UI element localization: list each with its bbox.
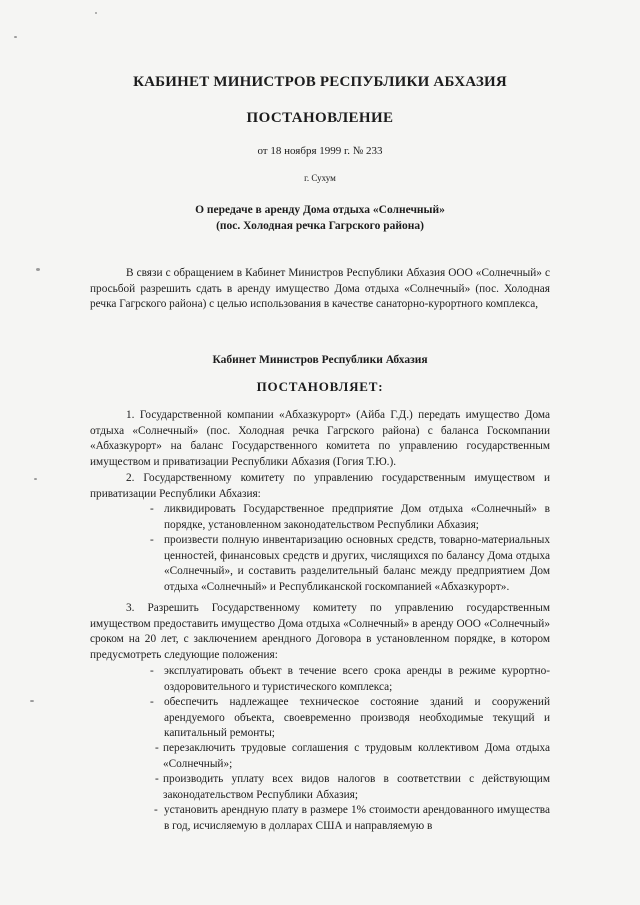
clause-2-bullet xyxy=(150,533,550,595)
bullet-text: произвести полную инвентаризацию основных средств, товарно-материальных ценностей, финансовых средств и других, числящихся по балансу Дома отдыха «Солнечный», и составить разделительный баланс между предприятием Дом отдыха «Солнечный» и Республиканской госкомпанией «Абхазкурорт». xyxy=(164,534,550,593)
scan-speck xyxy=(95,12,97,14)
bullet-text: эксплуатировать объект в течение всего срока аренды в режиме курортно-оздоровительного и туристического комплекса; xyxy=(164,665,550,693)
scan-speck xyxy=(14,36,17,38)
subject-line: (пос. Холодная речка Гагрского района) xyxy=(216,220,424,232)
clause-1: 1. Государственной компании «Абхазкурорт» (Айба Г.Д.) передать имущество Дома отдыха «Солнечный» (пос. Холодная речка Гагрского района) с баланса Госкомпании «Абхазкурорт» на баланс Государственного комитета по управлению государственным имуществом и приватизации Республики Абхазия (Гогия Т.Ю.). xyxy=(90,409,550,468)
clause-2: 2. Государственному комитету по управлению государственным имуществом и приватизации Республики Абхазия: xyxy=(90,472,550,500)
intro-paragraph: В связи с обращением в Кабинет Министров Республики Абхазия ООО «Солнечный» с просьбой разрешить сдать в аренду имущество Дома отдыха «Солнечный» (пос. Холодная речка Гагрского района) с целью использования в качестве санаторно-курортного комплекса, xyxy=(90,267,550,311)
document-city: г. Сухум xyxy=(304,173,336,183)
bullet-text: обеспечить надлежащее техническое состояние зданий и сооружений арендуемого объекта, своевременно производя необходимые текущий и капитальный ремонты; xyxy=(164,696,550,740)
bullet-dash: - xyxy=(154,804,158,816)
subject-line: О передаче в аренду Дома отдыха «Солнечный» xyxy=(195,204,445,216)
bullet-dash: - xyxy=(155,742,159,754)
scan-speck xyxy=(34,478,37,480)
scan-speck xyxy=(36,268,40,271)
clause-3-bullet xyxy=(150,695,550,742)
clause-2-bullet xyxy=(150,502,550,533)
document-type: ПОСТАНОВЛЕНИЕ xyxy=(246,110,394,126)
clause-3-bullet xyxy=(154,803,550,834)
bullet-dash: - xyxy=(150,665,154,677)
cabinet-heading: Кабинет Министров Республики Абхазия xyxy=(212,354,428,366)
organization-title: КАБИНЕТ МИНИСТРОВ РЕСПУБЛИКИ АБХАЗИЯ xyxy=(133,74,507,90)
clause-3-bullet xyxy=(150,664,550,695)
scan-speck xyxy=(30,700,34,702)
bullet-dash: - xyxy=(150,696,154,708)
bullet-dash: - xyxy=(155,773,159,785)
bullet-dash: - xyxy=(150,534,154,546)
bullet-text: ликвидировать Государственное предприятие Дом отдыха «Солнечный» в порядке, установленном законодательством Республики Абхазия; xyxy=(164,503,550,531)
bullet-dash: - xyxy=(150,503,154,515)
resolves-heading: ПОСТАНОВЛЯЕТ: xyxy=(256,379,384,394)
bullet-text: установить арендную плату в размере 1% стоимости арендованного имущества в год, исчисляемую в долларах США и направляемую в xyxy=(164,804,550,832)
clause-3: 3. Разрешить Государственному комитету по управлению государственным имуществом предоставить имущество Дома отдыха «Солнечный» в аренду ООО «Солнечный» сроком на 20 лет, с заключением арендного Договора в установленном порядке, в котором предусмотреть следующие положения: xyxy=(90,602,550,661)
document-date: от 18 ноября 1999 г. № 233 xyxy=(257,145,383,157)
clause-3-bullet xyxy=(155,772,550,803)
clause-3-bullet xyxy=(155,741,550,772)
bullet-text: перезаключить трудовые соглашения с трудовым коллективом Дома отдыха «Солнечный»; xyxy=(163,742,550,770)
bullet-text: производить уплату всех видов налогов в соответствии с действующим законодательством Республики Абхазия; xyxy=(163,773,550,801)
document-subject xyxy=(0,202,640,234)
